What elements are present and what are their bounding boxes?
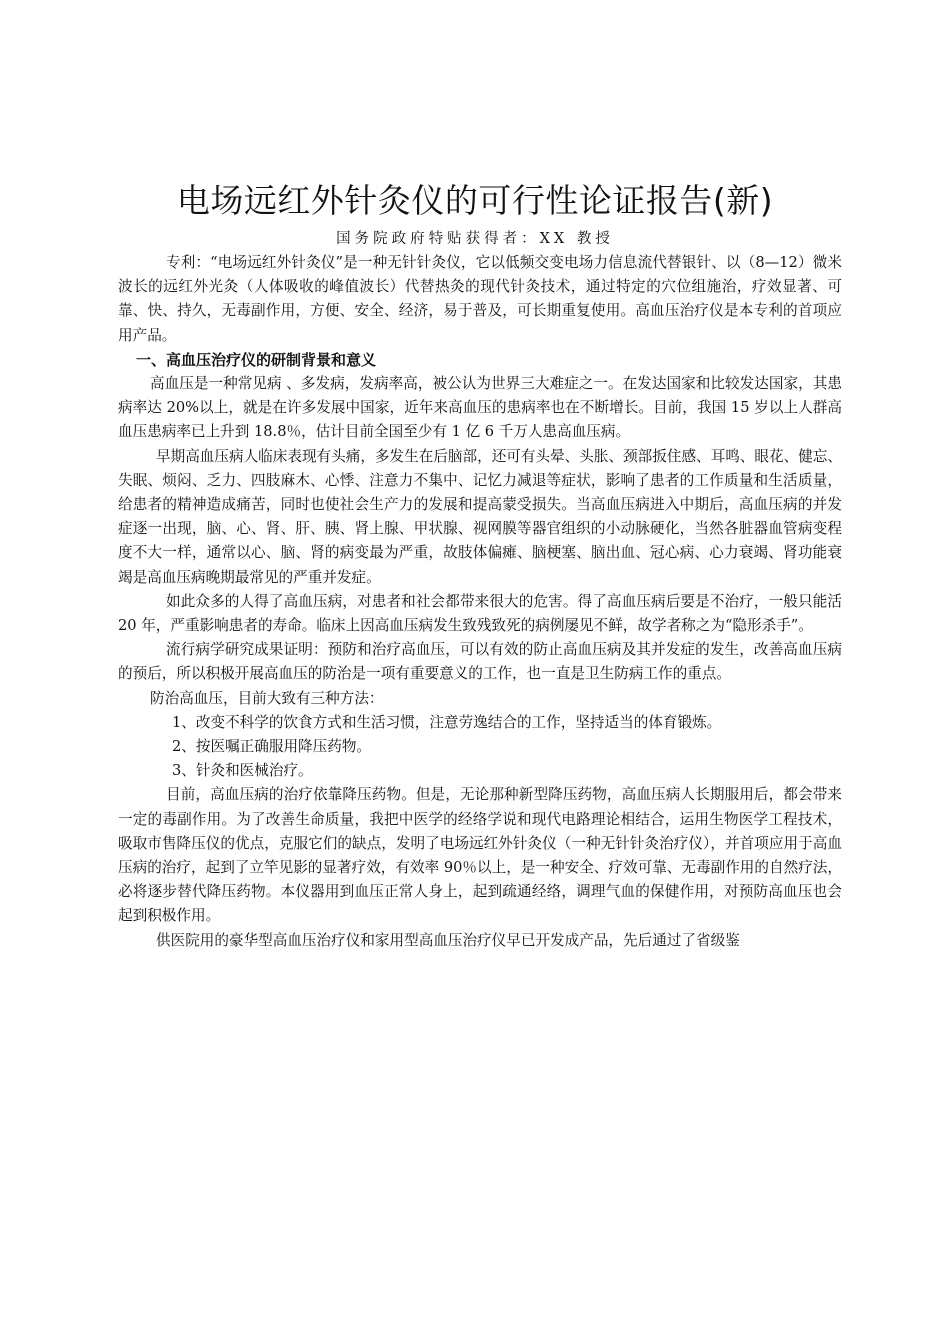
section-heading: 一、高血压治疗仪的研制背景和意义 (136, 350, 377, 369)
paragraph: 早期高血压病人临床表现有头痛，多发生在后脑部，还可有头晕、头胀、颈部扳住感、耳鸣、眼花、健忘、失眠、烦闷、乏力、四肢麻木、心悸、注意力不集中、记忆力减退等症状，影响了患者的工作质量和生活质量，给患者的精神造成痛苦，同时也使社会生产力的发展和提高蒙受损失。当高血压病进入中期后，高血压病的并发症逐一出现，脑、心、肾、肝、胰、肾上腺、甲状腺、视网膜等器官组织的小动脉硬化，当然各脏器血管病变程度不大一样，通常以心、脑、肾的病变最为严重，故肢体偏瘫、脑梗塞、脑出血、冠心病、心力衰竭、肾功能衰竭是高血压病晚期最常见的严重并发症。 (118, 447, 842, 586)
document-title: 电场远红外针灸仪的可行性论证报告(新) (176, 181, 774, 220)
paragraph: 高血压是一种常见病 、多发病，发病率高，被公认为世界三大难症之一。在发达国家和比较发达国家，其患病率达 20%以上，就是在许多发展中国家，近年来高血压的患病率也在不断增长。目前，我国 15 岁以上人群高血压患病率已上升到 18.8％，估计目前全国至少有 1 亿 6 千万人患高血压病。 (118, 375, 842, 441)
list-item: 1、改变不科学的饮食方式和生活习惯，注意劳逸结合的工作，坚持适当的体育锻炼。 (172, 713, 722, 731)
paragraph: 目前，高血压病的治疗依靠降压药物。但是，无论那种新型降压药物，高血压病人长期服用后，都会带来一定的毒副作用。为了改善生命质量，我把中医学的经络学说和现代电路理论相结合，运用生物医学工程技术，吸取市售降压仪的优点，克服它们的缺点，发明了电场远红外针灸仪（一种无针针灸治疗仪），并首项应用于高血压病的治疗，起到了立竿见影的显著疗效，有效率 90％以上，是一种安全、疗效可靠、无毒副作用的自然疗法，必将逐步替代降压药物。本仪器用到血压正常人身上，起到疏通经络，调理气血的保健作用，对预防高血压也会起到积极作用。 (118, 786, 842, 925)
paragraph: 防治高血压，目前大致有三种方法： (150, 689, 384, 707)
paragraph: 流行病学研究成果证明：预防和治疗高血压，可以有效的防止高血压病及其并发症的发生，改善高血压病的预后，所以积极开展高血压的防治是一项有重要意义的工作，也一直是卫生防病工作的重点。 (118, 641, 842, 683)
document-body (118, 251, 842, 953)
patent-paragraph: 专利：“电场远红外针灸仪”是一种无针针灸仪，它以低频交变电场力信息流代替银针、以（8—12）微米波长的远红外光灸（人体吸收的峰值波长）代替热灸的现代针灸技术，通过特定的穴位组施治，疗效显著、可靠、快、持久，无毒副作用，方便、安全、经济，易于普及，可长期重复使用。高血压治疗仪是本专利的首项应用产品。 (118, 254, 842, 344)
list-item: 3、针灸和医械治疗。 (172, 762, 313, 780)
list-item: 2、按医嘱正确服用降压药物。 (172, 738, 372, 756)
paragraph: 供医院用的豪华型高血压治疗仪和家用型高血压治疗仪早已开发成产品，先后通过了省级鉴 (156, 931, 740, 949)
author-line: 国务院政府特贴获得者：XX 教授 (336, 231, 614, 247)
paragraph: 如此众多的人得了高血压病，对患者和社会都带来很大的危害。得了高血压病后要是不治疗，一般只能活 20 年，严重影响患者的寿命。临床上因高血压病发生致残致死的病例屡见不鲜，故学者称之为“隐形杀手”。 (118, 592, 842, 635)
